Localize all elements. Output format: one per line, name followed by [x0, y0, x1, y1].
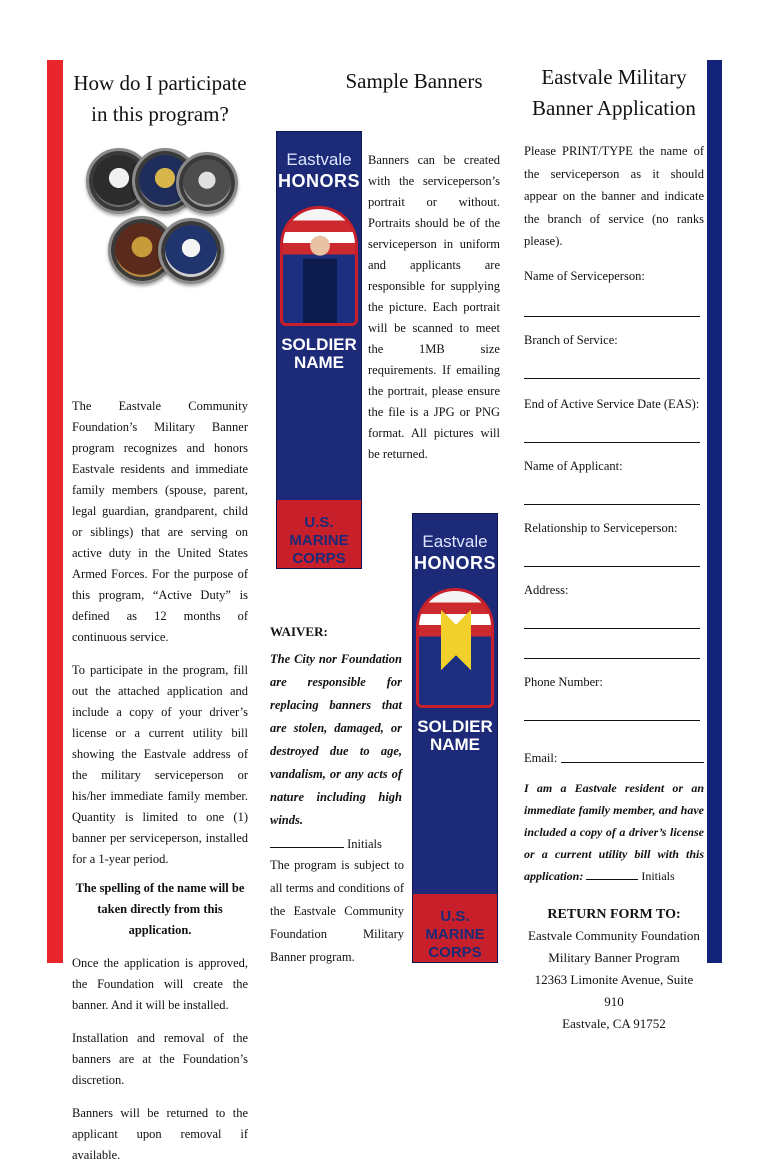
air-force-seal-icon: [176, 152, 238, 214]
waiver-section: [270, 624, 402, 855]
banners-description: Banners can be created with the serviceperson’s portrait or without. Portraits should be of the serviceperson in uniform and applicants are responsible for supplying the picture. Each portrait will be scanned to meet the 1MB size requirements. If emailing the portrait, please ensure the file is a JPG or PNG format. All pictures will be returned.: [368, 153, 500, 461]
applicant-label: Name of Applicant:: [524, 458, 623, 473]
eas-label: End of Active Service Date (EAS):: [524, 396, 700, 411]
banner-eastvale-text: Eastvale: [422, 532, 488, 551]
phone-field[interactable]: [524, 691, 700, 721]
participate-instructions: To participate in the program, fill out the attached application and include a copy of your driver’s license or a current utility bill showing the Eastvale address of the military serviceperson or his/her immediate family member. Quantity is limited to one (1) banner per serviceperson, installed for a 1-year period.: [72, 663, 248, 866]
branch-label: Branch of Service:: [524, 332, 618, 347]
marine-portrait-icon: [280, 206, 358, 326]
relationship-field[interactable]: [524, 537, 700, 567]
address-label: Address:: [524, 582, 569, 597]
return-line-org: Eastvale Community Foundation: [528, 927, 700, 943]
return-line-city: Eastvale, CA 91752: [562, 1015, 666, 1031]
sample-banner-ribbon: [412, 513, 498, 963]
banner-eastvale-text: Eastvale: [286, 150, 352, 169]
participate-heading-line1: How do I participate: [73, 71, 247, 95]
waiver-initials-line[interactable]: [270, 836, 344, 848]
waiver-heading: WAIVER:: [270, 624, 328, 639]
application-column: [524, 62, 704, 1035]
sample-banner-portrait: [276, 131, 362, 569]
serviceperson-field[interactable]: [524, 285, 700, 317]
spelling-note: The spelling of the name will be taken directly from this application.: [75, 881, 245, 937]
waiver-text: The City nor Foundation are responsible for replacing banners that are stolen, damaged, or destroyed due to age, vandalism, or any acts of nature including high winds.: [270, 652, 402, 827]
banner-honors-text: HONORS: [277, 171, 360, 191]
participate-heading: [72, 68, 248, 130]
email-label: Email:: [524, 750, 558, 765]
coast-guard-seal-icon: [158, 218, 224, 284]
address-field-line1[interactable]: [524, 599, 700, 629]
banner-soldier-name: SOLDIER NAME: [281, 335, 357, 372]
return-heading: RETURN FORM TO:: [547, 906, 681, 922]
terms-text: The program is subject to all terms and conditions of the Eastvale Community Foundation Military Banner program.: [270, 858, 404, 964]
banner-soldier-name: SOLDIER NAME: [417, 717, 493, 754]
applicant-field[interactable]: [524, 475, 700, 505]
email-row: [524, 749, 704, 767]
banner-honors-text: HONORS: [413, 553, 496, 573]
blue-accent-bar: [707, 60, 722, 963]
terms-section: [270, 854, 404, 969]
yellow-ribbon-icon: [416, 588, 494, 708]
serviceperson-label: Name of Serviceperson:: [524, 268, 645, 283]
resident-initials-line[interactable]: [586, 868, 638, 880]
red-accent-bar: [47, 60, 63, 963]
participate-heading-line2: in this program?: [91, 102, 229, 126]
address-field-line2[interactable]: [524, 629, 700, 659]
sample-banners-heading: Sample Banners: [345, 69, 483, 93]
waiver-initials: Initials: [270, 834, 402, 855]
phone-label: Phone Number:: [524, 674, 603, 689]
installation-note: Installation and removal of the banners are at the Foundation’s discretion.: [72, 1031, 248, 1087]
application-heading: Eastvale Military Banner Application: [532, 65, 696, 120]
armed-forces-seals: [72, 148, 248, 308]
resident-certification: I am a Eastvale resident or an immediate family member, and have included a copy of a driver’s license or a current utility bill with this application: Initials: [524, 780, 704, 883]
banner-corps-label: U.S. MARINE CORPS: [413, 894, 497, 962]
participate-column: [72, 66, 248, 1166]
branch-field[interactable]: [524, 349, 700, 379]
return-line-program: Military Banner Program: [548, 949, 680, 965]
return-line-street: 12363 Limonite Avenue, Suite 910: [534, 971, 694, 1009]
program-intro: The Eastvale Community Foundation’s Military Banner program recognizes and honors Eastvale residents and immediate family members (spouse, parent, legal guardian, grandparent, child or siblings) that are serving on active duty in the United States Armed Forces. For the purpose of this program, “Active Duty” is defined as 12 months of continuous service.: [72, 399, 248, 644]
relationship-label: Relationship to Serviceperson:: [524, 520, 678, 535]
approval-note: Once the application is approved, the Foundation will create the banner. And it will be installed.: [72, 956, 248, 1012]
eas-field[interactable]: [524, 413, 700, 443]
email-field[interactable]: [561, 749, 704, 763]
return-address: [524, 905, 704, 1035]
application-instructions: Please PRINT/TYPE the name of the serviceperson as it should appear on the banner and indicate the branch of service (no ranks please).: [524, 144, 704, 248]
return-note: Banners will be returned to the applicant upon removal if available.: [72, 1106, 248, 1162]
banner-corps-label: U.S. MARINE CORPS: [277, 500, 361, 568]
